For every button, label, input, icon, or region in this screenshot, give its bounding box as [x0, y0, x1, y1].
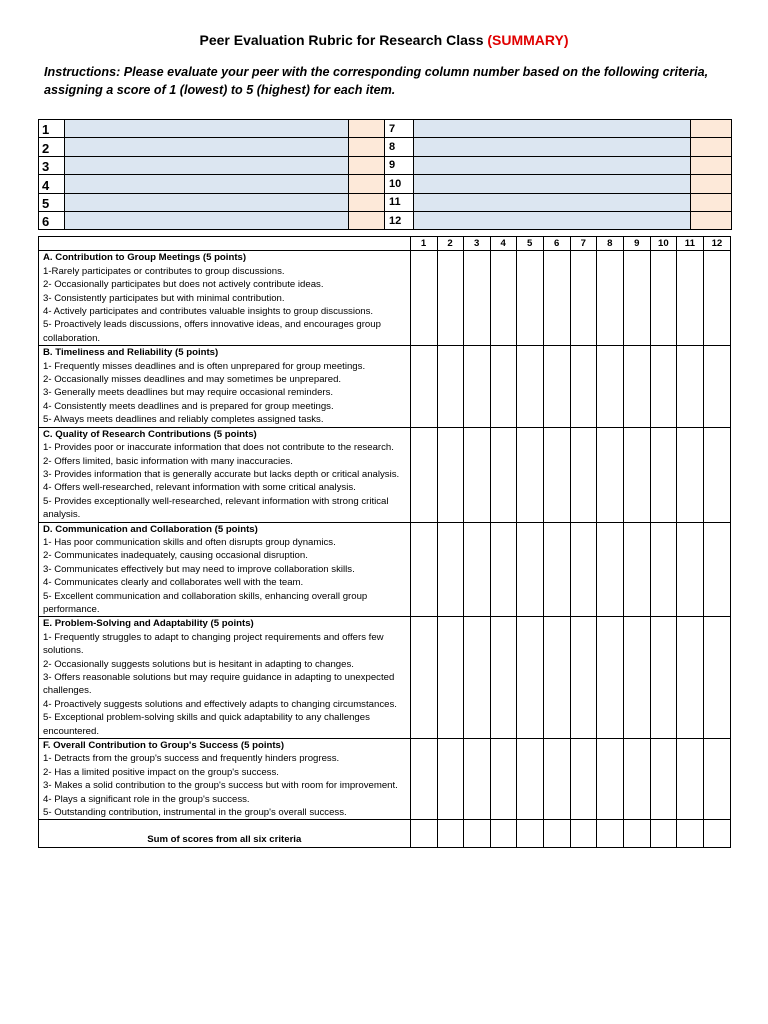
score-cell[interactable]	[676, 346, 703, 427]
sum-cell[interactable]	[650, 820, 676, 848]
score-cell[interactable]	[650, 346, 676, 427]
criterion-row	[39, 522, 731, 617]
rubric-table	[38, 236, 731, 848]
criterion-level: 1-Rarely participates or contributes to group discussions.	[43, 265, 285, 277]
score-column-header: 11	[676, 237, 703, 251]
score-cell[interactable]	[676, 522, 703, 617]
score-cell[interactable]	[570, 617, 596, 739]
score-cell[interactable]	[463, 251, 490, 346]
title-highlight: (SUMMARY)	[487, 32, 569, 48]
score-column-header: 2	[437, 237, 463, 251]
sum-cell[interactable]	[437, 820, 463, 848]
peer-name-field[interactable]	[65, 156, 349, 174]
score-cell[interactable]	[516, 522, 543, 617]
score-column-header: 4	[490, 237, 516, 251]
peer-number: 11	[385, 193, 414, 211]
criterion-row	[39, 251, 731, 346]
peer-name-field[interactable]	[414, 175, 691, 193]
score-cell[interactable]	[490, 617, 516, 739]
peer-number: 5	[39, 193, 65, 211]
criterion-level: 2- Occasionally misses deadlines and may sometimes be unprepared.	[43, 374, 342, 386]
instructions: Instructions: Please evaluate your peer with the corresponding column number based on the following criteria, assigning a score of 1 (lowest) to 5 (highest) for each item.	[44, 65, 709, 97]
score-cell[interactable]	[650, 617, 676, 739]
score-cell[interactable]	[410, 617, 437, 739]
peer-name-field[interactable]	[65, 138, 349, 156]
criterion-level: 2- Offers limited, basic information with many inaccuracies.	[43, 455, 293, 467]
criterion-level: 1- Has poor communication skills and often disrupts group dynamics.	[43, 536, 336, 548]
score-cell[interactable]	[623, 739, 650, 820]
peer-name-field[interactable]	[414, 211, 691, 229]
score-column-header: 1	[410, 237, 437, 251]
sum-cell[interactable]	[676, 820, 703, 848]
score-cell[interactable]	[676, 739, 703, 820]
peer-score-field[interactable]	[691, 193, 732, 211]
criterion-level: 2- Communicates inadequately, causing occasional disruption.	[43, 550, 308, 562]
score-cell[interactable]	[463, 346, 490, 427]
score-cell[interactable]	[570, 251, 596, 346]
peer-score-field[interactable]	[691, 211, 732, 229]
score-cell[interactable]	[570, 427, 596, 522]
peer-name-field[interactable]	[65, 193, 349, 211]
criterion-level: 1- Frequently misses deadlines and is often unprepared for group meetings.	[43, 360, 366, 372]
criterion-row	[39, 346, 731, 427]
peer-name-field[interactable]	[414, 193, 691, 211]
score-cell[interactable]	[676, 617, 703, 739]
criterion-title: D. Communication and Collaboration (5 points)	[43, 523, 258, 535]
score-column-header: 3	[463, 237, 490, 251]
peer-number: 7	[385, 120, 414, 138]
sum-cell[interactable]	[596, 820, 623, 848]
criterion-level: 3- Makes a solid contribution to the group's success but with room for improvement.	[43, 780, 398, 792]
criterion-level: 3- Provides information that is generally accurate but lacks depth or critical analysis.	[43, 468, 400, 480]
peer-score-field[interactable]	[349, 138, 385, 156]
score-cell[interactable]	[676, 251, 703, 346]
peer-score-field[interactable]	[691, 138, 732, 156]
criterion-title: E. Problem-Solving and Adaptability (5 points)	[43, 618, 254, 630]
score-cell[interactable]	[676, 427, 703, 522]
score-cell[interactable]	[437, 427, 463, 522]
score-cell[interactable]	[490, 427, 516, 522]
score-cell[interactable]	[410, 427, 437, 522]
criterion-level: 4- Actively participates and contributes valuable insights to group discussions.	[43, 306, 374, 318]
score-cell[interactable]	[596, 739, 623, 820]
criterion-level: 3- Communicates effectively but may need to improve collaboration skills.	[43, 563, 355, 575]
score-cell[interactable]	[410, 251, 437, 346]
score-header-row	[39, 237, 731, 251]
score-cell[interactable]	[463, 739, 490, 820]
criterion-title: C. Quality of Research Contributions (5 points)	[43, 428, 257, 440]
score-cell[interactable]	[463, 427, 490, 522]
criterion-level: 2- Occasionally participates but does not actively contribute ideas.	[43, 279, 324, 291]
score-cell[interactable]	[516, 346, 543, 427]
score-cell[interactable]	[437, 346, 463, 427]
peer-score-field[interactable]	[349, 211, 385, 229]
criterion-level: 3- Consistently participates but with minimal contribution.	[43, 292, 285, 304]
score-cell[interactable]	[543, 739, 570, 820]
criterion-description	[39, 346, 411, 427]
criterion-description	[39, 251, 411, 346]
criterion-level: 5- Exceptional problem-solving skills and quick adaptability to any challenges encountered.	[43, 712, 370, 737]
score-cell[interactable]	[516, 251, 543, 346]
criterion-level: 4- Communicates clearly and collaborates well with the team.	[43, 577, 304, 589]
score-cell[interactable]	[490, 346, 516, 427]
score-cell[interactable]	[703, 739, 730, 820]
score-cell[interactable]	[543, 251, 570, 346]
peer-row	[39, 156, 732, 174]
peer-number: 4	[39, 175, 65, 193]
score-cell[interactable]	[543, 617, 570, 739]
peer-name-field[interactable]	[65, 120, 349, 138]
score-cell[interactable]	[543, 522, 570, 617]
score-cell[interactable]	[570, 346, 596, 427]
criterion-description	[39, 427, 411, 522]
peer-row	[39, 211, 732, 229]
title-main: Peer Evaluation Rubric for Research Class	[199, 32, 488, 48]
criterion-description	[39, 739, 411, 820]
criterion-level: 1- Frequently struggles to adapt to changing project requirements and offers few solutions.	[43, 631, 384, 657]
sum-cell[interactable]	[463, 820, 490, 848]
score-cell[interactable]	[543, 346, 570, 427]
peer-row	[39, 120, 732, 138]
criterion-title: A. Contribution to Group Meetings (5 points)	[43, 252, 247, 264]
criterion-description	[39, 617, 411, 739]
score-cell[interactable]	[703, 617, 730, 739]
peer-number: 1	[39, 120, 65, 138]
score-cell[interactable]	[570, 739, 596, 820]
criterion-level: 5- Proactively leads discussions, offers innovative ideas, and encourages group collaboration.	[43, 319, 381, 344]
score-cell[interactable]	[596, 522, 623, 617]
score-cell[interactable]	[703, 427, 730, 522]
peer-name-field[interactable]	[414, 156, 691, 174]
score-cell[interactable]	[570, 522, 596, 617]
peer-number: 8	[385, 138, 414, 156]
peer-names-table	[38, 119, 732, 230]
sum-row	[39, 820, 731, 848]
criterion-level: 3- Generally meets deadlines but may require occasional reminders.	[43, 387, 334, 399]
score-cell[interactable]	[623, 251, 650, 346]
score-column-header: 5	[516, 237, 543, 251]
score-column-header: 9	[623, 237, 650, 251]
score-cell[interactable]	[596, 251, 623, 346]
score-cell[interactable]	[650, 522, 676, 617]
score-cell[interactable]	[516, 739, 543, 820]
sum-cell[interactable]	[490, 820, 516, 848]
peer-number: 6	[39, 211, 65, 229]
peer-score-field[interactable]	[349, 156, 385, 174]
criterion-level: 1- Provides poor or inaccurate information that does not contribute to the research.	[43, 442, 394, 454]
peer-number: 12	[385, 211, 414, 229]
peer-score-field[interactable]	[691, 156, 732, 174]
criterion-level: 2- Occasionally suggests solutions but is hesitant in adapting to changes.	[43, 658, 354, 670]
sum-cell[interactable]	[516, 820, 543, 848]
score-cell[interactable]	[650, 427, 676, 522]
score-cell[interactable]	[437, 739, 463, 820]
peer-name-field[interactable]	[414, 138, 691, 156]
score-cell[interactable]	[463, 522, 490, 617]
criterion-title: F. Overall Contribution to Group's Success (5 points)	[43, 740, 285, 752]
score-cell[interactable]	[516, 617, 543, 739]
peer-number: 10	[385, 175, 414, 193]
criterion-level: 3- Offers reasonable solutions but may require guidance in adapting to unexpected challenges.	[43, 672, 395, 697]
score-cell[interactable]	[703, 251, 730, 346]
criterion-title: B. Timeliness and Reliability (5 points)	[43, 347, 219, 359]
criterion-level: 5- Excellent communication and collaboration skills, enhancing overall group performance.	[43, 590, 368, 615]
score-cell[interactable]	[516, 427, 543, 522]
peer-row	[39, 138, 732, 156]
peer-row	[39, 193, 732, 211]
criterion-description	[39, 522, 411, 617]
peer-score-field[interactable]	[691, 175, 732, 193]
criterion-row	[39, 427, 731, 522]
score-cell[interactable]	[437, 617, 463, 739]
sum-cell[interactable]	[570, 820, 596, 848]
score-column-header: 7	[570, 237, 596, 251]
criterion-level: 4- Plays a significant role in the group's success.	[43, 793, 250, 805]
score-cell[interactable]	[463, 617, 490, 739]
score-cell[interactable]	[650, 251, 676, 346]
peer-score-field[interactable]	[349, 193, 385, 211]
score-cell[interactable]	[490, 522, 516, 617]
peer-name-field[interactable]	[65, 175, 349, 193]
score-cell[interactable]	[437, 251, 463, 346]
score-cell[interactable]	[490, 739, 516, 820]
criterion-level: 5- Outstanding contribution, instrumental in the group's overall success.	[43, 807, 347, 819]
score-cell[interactable]	[410, 346, 437, 427]
sum-cell[interactable]	[703, 820, 730, 848]
score-cell[interactable]	[437, 522, 463, 617]
score-cell[interactable]	[410, 739, 437, 820]
criterion-row	[39, 739, 731, 820]
sum-cell[interactable]	[543, 820, 570, 848]
sum-label: Sum of scores from all six criteria	[39, 820, 411, 848]
score-cell[interactable]	[623, 522, 650, 617]
peer-number: 9	[385, 156, 414, 174]
score-cell[interactable]	[703, 346, 730, 427]
peer-name-field[interactable]	[65, 211, 349, 229]
criterion-level: 1- Detracts from the group's success and frequently hinders progress.	[43, 753, 340, 765]
score-cell[interactable]	[410, 522, 437, 617]
peer-number: 3	[39, 156, 65, 174]
score-cell[interactable]	[623, 617, 650, 739]
header-blank-cell	[39, 237, 411, 251]
score-column-header: 8	[596, 237, 623, 251]
criterion-level: 5- Provides exceptionally well-researched, relevant information with strong critical analysis.	[43, 495, 389, 521]
score-cell[interactable]	[623, 427, 650, 522]
peer-row	[39, 175, 732, 193]
criterion-level: 2- Has a limited positive impact on the group's success.	[43, 766, 279, 778]
sum-cell[interactable]	[623, 820, 650, 848]
score-cell[interactable]	[596, 427, 623, 522]
score-column-header: 6	[543, 237, 570, 251]
criterion-level: 4- Proactively suggests solutions and effectively adapts to changing circumstances.	[43, 698, 397, 710]
page-title	[0, 32, 768, 48]
peer-score-field[interactable]	[349, 120, 385, 138]
criterion-level: 4- Consistently meets deadlines and is prepared for group meetings.	[43, 400, 334, 412]
score-cell[interactable]	[596, 617, 623, 739]
score-column-header: 12	[703, 237, 730, 251]
score-cell[interactable]	[650, 739, 676, 820]
peer-number: 2	[39, 138, 65, 156]
peer-score-field[interactable]	[691, 120, 732, 138]
peer-score-field[interactable]	[349, 175, 385, 193]
criterion-level: 5- Always meets deadlines and reliably completes assigned tasks.	[43, 414, 324, 426]
sum-cell[interactable]	[410, 820, 437, 848]
score-cell[interactable]	[543, 427, 570, 522]
score-cell[interactable]	[703, 522, 730, 617]
score-cell[interactable]	[623, 346, 650, 427]
score-cell[interactable]	[596, 346, 623, 427]
criterion-level: 4- Offers well-researched, relevant information with some critical analysis.	[43, 482, 356, 494]
score-column-header: 10	[650, 237, 676, 251]
score-cell[interactable]	[490, 251, 516, 346]
criterion-row	[39, 617, 731, 739]
peer-name-field[interactable]	[414, 120, 691, 138]
